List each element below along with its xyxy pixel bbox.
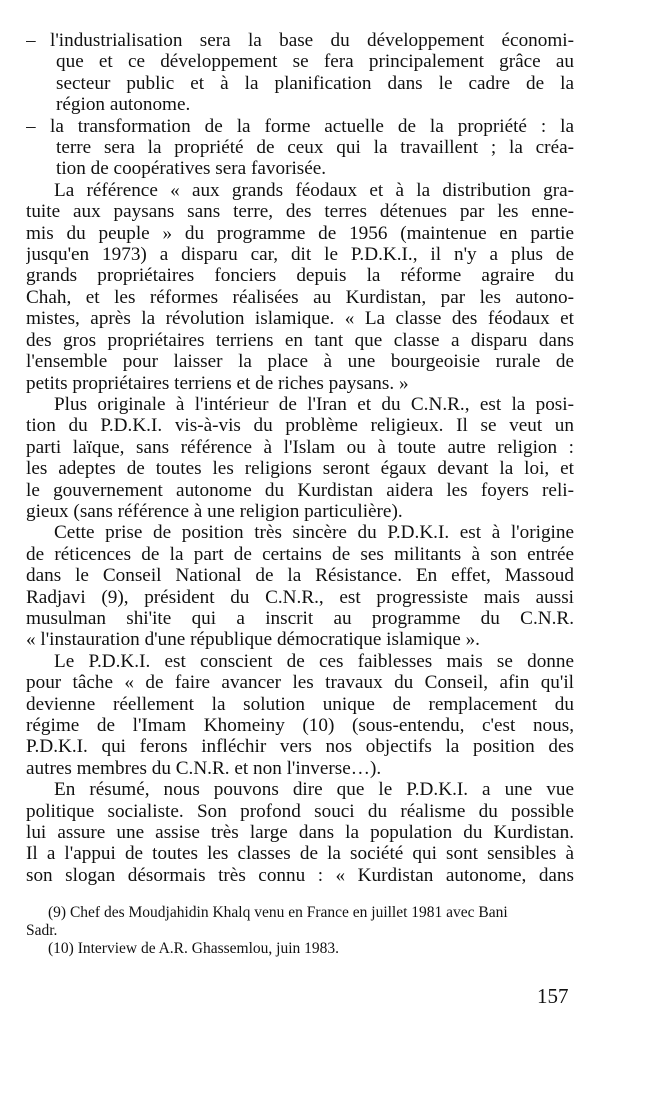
text-line: mis du peuple » du programme de 1956 (maintenue en partie <box>26 222 574 244</box>
text-line: autres membres du C.N.R. et non l'inverse…). <box>26 757 382 779</box>
footnotes <box>26 904 574 958</box>
paragraph-reticences <box>26 522 574 650</box>
text-line: pour tâche « de faire avancer les travaux du Conseil, afin qu'il <box>26 672 574 694</box>
text-line: régime de l'Imam Khomeiny (10) (sous-entendu, c'est nous, <box>26 715 574 736</box>
text-line: l'ensemble pour laisser la place à une bourgeoisie rurale de <box>26 351 574 373</box>
text-line: – l'industrialisation sera la base du développement économi- <box>26 30 574 51</box>
text-line: région autonome. <box>56 94 191 116</box>
text-line: Il a l'appui de toutes les classes de la société qui sont sensibles à <box>26 843 574 865</box>
dash-marker: – <box>26 115 36 137</box>
text-line: les adeptes de toutes les religions seront égaux devant la loi, et <box>26 458 574 480</box>
text-line: dans le Conseil National de la Résistance. En effet, Massoud <box>26 565 574 587</box>
text-line: grands propriétaires fonciers depuis la réforme agraire du <box>26 265 574 287</box>
text-line: lui assure une assise très large dans la population du Kurdistan. <box>26 822 574 844</box>
text-line: Cette prise de position très sincère du P.D.K.I. est à l'origine <box>54 522 574 544</box>
paragraph-religion <box>26 394 574 522</box>
text-line: Plus originale à l'intérieur de l'Iran et du C.N.R., est la posi- <box>54 393 574 415</box>
text-line: son slogan désormais très connu : « Kurdistan autonome, dans <box>26 864 574 886</box>
text-line: terre sera la propriété de ceux qui la travaillent ; la créa- <box>56 137 574 159</box>
text-line: que et ce développement se fera principalement grâce au <box>56 51 574 73</box>
text-line: politique socialiste. Son profond souci du réalisme du possible <box>26 800 574 822</box>
text-line: « l'instauration d'une république démocratique islamique ». <box>26 629 480 651</box>
text-line: jusqu'en 1973) a disparu car, dit le P.D.K.I., il n'y a plus de <box>26 244 574 266</box>
text-line: tion de coopératives sera favorisée. <box>56 158 327 180</box>
text-line: Radjavi (9), président du C.N.R., est progressiste mais aussi <box>26 586 574 608</box>
text-line: devienne réellement la solution unique de remplacement du <box>26 693 574 715</box>
footnote-9-continued: Sadr. <box>26 922 58 939</box>
dash-item-industrialisation <box>26 30 574 116</box>
text-line: des gros propriétaires terriens en tant que classe a disparu dans <box>26 329 574 351</box>
page-number: 157 <box>537 984 569 1008</box>
paragraph-reference-feodaux <box>26 180 574 394</box>
footnote-10: (10) Interview de A.R. Ghassemlou, juin 1983. <box>48 940 340 957</box>
text-line: le gouvernement autonome du Kurdistan aidera les foyers reli- <box>26 479 574 501</box>
text-line: secteur public et à la planification dans le cadre de la <box>56 72 574 94</box>
paragraph-faiblesses <box>26 651 574 779</box>
main-text <box>26 30 574 886</box>
text-line: P.D.K.I. qui ferons infléchir vers nos objectifs la position des <box>26 736 574 758</box>
dash-item-propriete <box>26 116 574 180</box>
text-line: petits propriétaires terriens et de riches paysans. » <box>26 372 409 394</box>
text-line: En résumé, nous pouvons dire que le P.D.K.I. a une vue <box>54 779 574 801</box>
text-line: de réticences de la part de certains de ses militants à son entrée <box>26 543 574 565</box>
paragraph-resume <box>26 779 574 886</box>
text-line: gieux (sans référence à une religion particulière). <box>26 500 403 522</box>
text-line: tuite aux paysans sans terre, des terres détenues par les enne- <box>26 201 574 223</box>
text-line: mistes, après la révolution islamique. « La classe des féodaux et <box>26 308 574 330</box>
text-line: parti laïque, sans référence à l'Islam ou à toute autre religion : <box>26 436 574 458</box>
dash-marker: – <box>26 30 36 51</box>
text-line: tion du P.D.K.I. vis-à-vis du problème religieux. Il se veut un <box>26 415 574 437</box>
text-line: La référence « aux grands féodaux et à la distribution gra- <box>54 179 574 201</box>
footnote-9: (9) Chef des Moudjahidin Khalq venu en France en juillet 1981 avec Bani <box>48 904 508 921</box>
text-line: Chah, et les réformes réalisées au Kurdistan, par les autono- <box>26 286 574 308</box>
text-line: musulman shi'ite qui a inscrit au programme du C.N.R. <box>26 607 574 629</box>
text-line: – la transformation de la forme actuelle de la propriété : la <box>26 115 574 137</box>
text-line: Le P.D.K.I. est conscient de ces faiblesses mais se donne <box>54 650 574 672</box>
